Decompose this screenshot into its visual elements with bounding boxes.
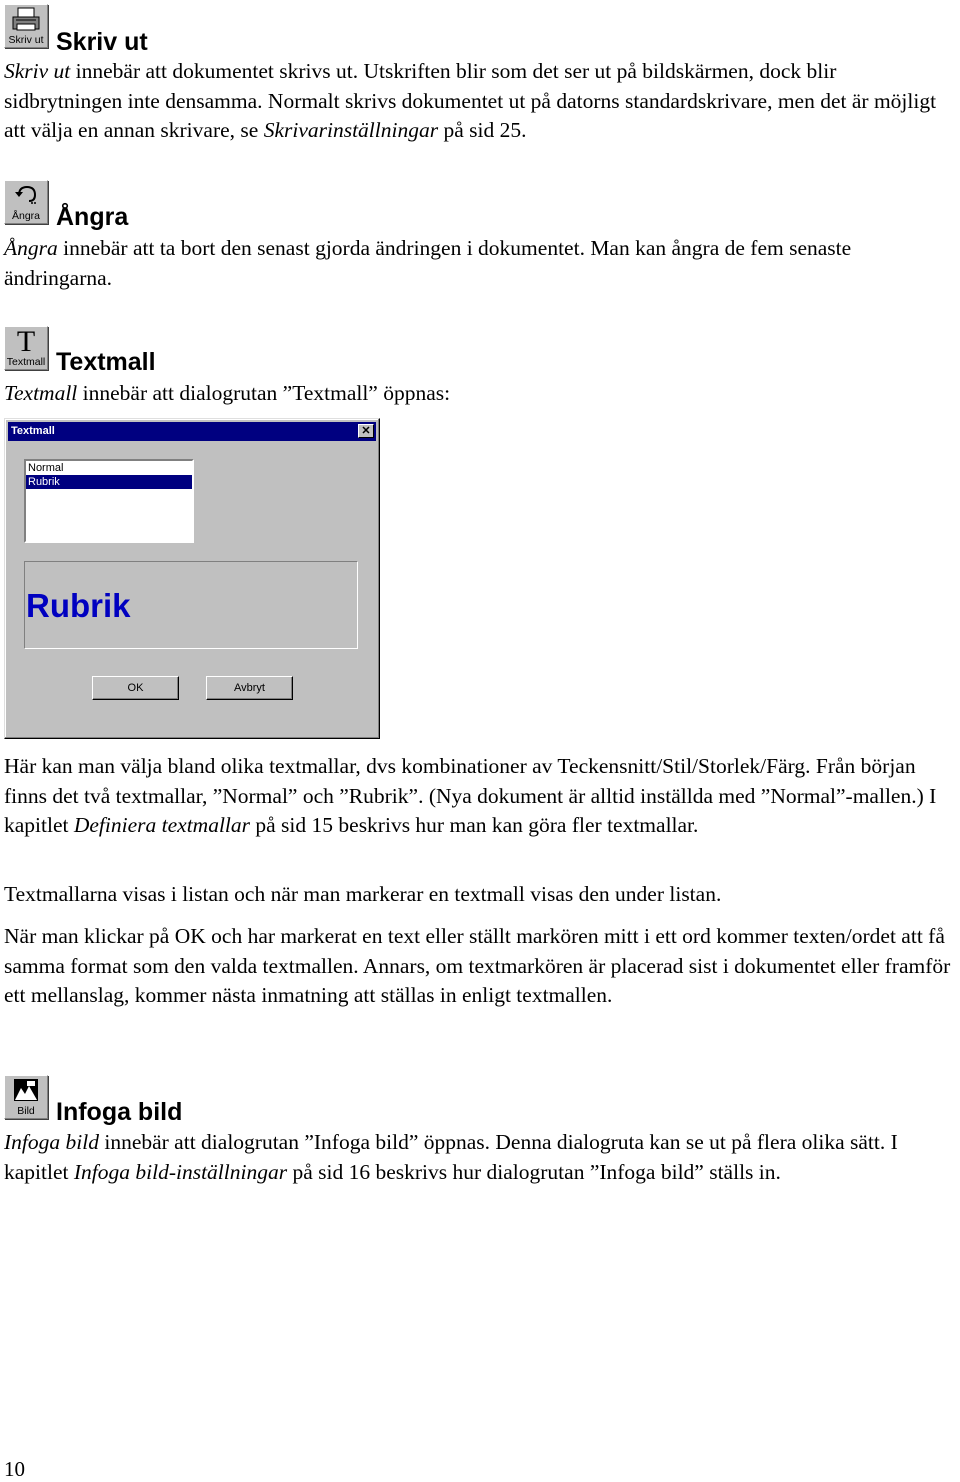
paragraph-angra — [4, 234, 959, 293]
emphasis: Infoga bild — [4, 1130, 99, 1154]
text: på sid 15 beskrivs hur man kan göra fler textmallar. — [250, 813, 699, 837]
template-preview — [24, 561, 358, 649]
paragraph-textmall-c: När man klickar på OK och har markerat en text eller ställt markören mitt i ett ord kommer texten/ordet att få samma format som den valda textmallen. Annars, om textmarkören är placerad sist i dokumentet eller framför ett mellanslag, kommer nästa inmatning att ställas in enligt textmallen. — [4, 924, 951, 1007]
preview-text: Rubrik — [26, 587, 131, 624]
emphasis: Textmall — [4, 381, 78, 405]
paragraph-textmall-a — [4, 752, 959, 841]
section-title: Ångra — [56, 203, 129, 231]
text: innebär att dialogrutan ”Textmall” öppnas: — [77, 381, 451, 405]
paragraph-skriv-ut — [4, 57, 959, 146]
section-title: Infoga bild — [56, 1098, 183, 1126]
icon-caption: Textmall — [6, 356, 46, 368]
emphasis: Infoga bild-inställningar — [73, 1159, 288, 1184]
icon-caption: Bild — [17, 1105, 35, 1117]
text: på sid 25. — [438, 118, 527, 142]
cancel-button[interactable]: Avbryt — [206, 676, 293, 700]
list-item-selected[interactable]: Rubrik — [26, 475, 192, 489]
paragraph-infoga-bild — [4, 1128, 959, 1187]
emphasis: Ångra — [4, 236, 58, 260]
icon-caption: Skriv ut — [8, 34, 44, 46]
icon-caption: Ångra — [11, 210, 41, 222]
undo-icon[interactable] — [4, 180, 48, 224]
insert-picture-icon[interactable] — [4, 1075, 48, 1119]
dialog-titlebar[interactable] — [8, 422, 376, 441]
text: innebär att dialogrutan ”Infoga bild” öppnas. Denna dialogruta kan se ut på flera olika sätt. I kapitlet — [4, 1130, 898, 1184]
emphasis: Skrivarinställningar — [263, 118, 439, 142]
template-list[interactable] — [24, 459, 194, 543]
dialog-title: Textmall — [11, 425, 55, 437]
emphasis: Skriv ut — [4, 59, 71, 83]
textmall-dialog — [4, 418, 380, 739]
paragraph-textmall-intro — [4, 379, 959, 409]
page-number: 10 — [4, 1457, 25, 1481]
paragraph-textmall-b: Textmallarna visas i listan och när man markerar en textmall visas den under listan. — [4, 882, 722, 906]
text-template-icon[interactable] — [4, 326, 48, 370]
close-icon[interactable]: ✕ — [358, 424, 374, 438]
text: Här kan man välja bland olika textmallar, dvs kombinationer av Teckensnitt/Stil/Storlek/Färg. Från början finns det två textmallar, ”Normal” och ”Rubrik”. (Nya dokument är alltid inställda med ”Normal”-mallen.) I kapitlet — [4, 754, 937, 837]
text: på sid 16 beskrivs hur dialogrutan ”Infoga bild” ställs in. — [287, 1159, 781, 1184]
text: innebär att ta bort den senast gjorda ändringen i dokumentet. Man kan ångra de fem senaste ändringarna. — [4, 236, 852, 290]
text: innebär att dokumentet skrivs ut. Utskriften blir som det ser ut på bildskärmen, dock blir sidbrytningen inte densamma. Normalt skrivs dokumentet ut på datorns standardskrivare, men det är möjligt att välja en annan skrivare, se — [4, 59, 937, 142]
printer-icon[interactable] — [4, 4, 48, 48]
section-title: Skriv ut — [56, 28, 148, 56]
ok-button[interactable]: OK — [92, 676, 179, 700]
section-title: Textmall — [56, 348, 156, 376]
icon-glyph: T — [16, 325, 36, 358]
list-item[interactable]: Normal — [28, 462, 64, 474]
emphasis: Definiera textmallar — [73, 813, 251, 837]
